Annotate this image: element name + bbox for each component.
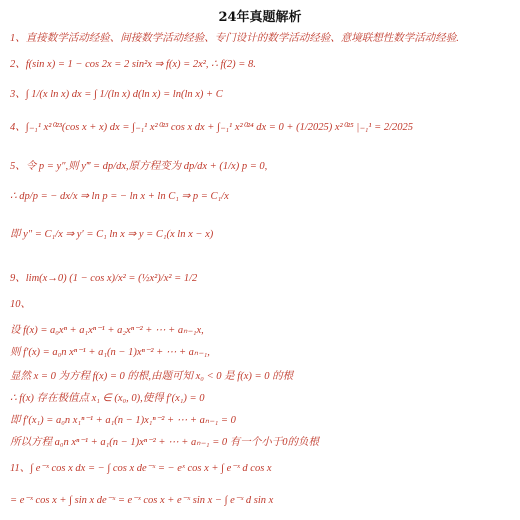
answer-line-7: 即 y″ = C₁/x ⇒ y′ = C₁ ln x ⇒ y = C₁(x ln x − x) — [10, 229, 214, 240]
answer-line-17: = e⁻ˣ cos x + ∫ sin x de⁻ˣ = e⁻ˣ cos x + e⁻ˣ sin x − ∫ e⁻ˣ d sin x — [10, 495, 274, 506]
answer-line-11: 则 f′(x) = a₀n xⁿ⁻¹ + a₁(n − 1)xⁿ⁻² + ⋯ + aₙ₋₁, — [10, 347, 210, 358]
answer-line-6: ∴ dp/p = − dx/x ⇒ ln p = − ln x + ln C₁ ⇒ p = C₁/x — [10, 191, 229, 202]
answer-line-2: 2、f(sin x) = 1 − cos 2x = 2 sin²x ⇒ f(x) = 2x², ∴ f(2) = 8. — [10, 59, 256, 70]
answer-line-1: 1、直接数学活动经验、间接数学活动经验、专门设计的数学活动经验、意境联想性数学活动经验. — [10, 33, 459, 44]
answer-line-15: 所以方程 a₀n xⁿ⁻¹ + a₁(n − 1)xⁿ⁻² + ⋯ + aₙ₋₁ = 0 有一个小于0的负根 — [10, 437, 320, 448]
answer-line-16: 11、∫ e⁻ˣ cos x dx = − ∫ cos x de⁻ˣ = − eˣ cos x + ∫ e⁻ˣ d cos x — [10, 463, 272, 474]
answer-line-5: 5、令 p = y″,则 y‴ = dp/dx,原方程变为 dp/dx + (1/x) p = 0, — [10, 161, 268, 172]
answer-line-3: 3、∫ 1/(x ln x) dx = ∫ 1/(ln x) d(ln x) = ln(ln x) + C — [10, 89, 223, 100]
page-title: 24年真题解析 — [218, 10, 302, 25]
answer-line-13: ∴ f(x) 存在极值点 x₁ ∈ (x₀, 0),使得 f′(x₁) = 0 — [10, 393, 205, 404]
answer-line-12: 显然 x = 0 为方程 f(x) = 0 的根,由题可知 x₀ < 0 是 f(x) = 0 的根 — [10, 371, 294, 382]
answer-line-10: 设 f(x) = a₀xⁿ + a₁xⁿ⁻¹ + a₂xⁿ⁻² + ⋯ + aₙ₋₁x, — [10, 325, 204, 336]
answer-line-4: 4、∫₋₁¹ x²⁰²³(cos x + x) dx = ∫₋₁¹ x²⁰²³ cos x dx + ∫₋₁¹ x²⁰²⁴ dx = 0 + (1/2025) x²⁰²⁵ |₋₁¹ = 2/2025 — [10, 122, 414, 133]
answer-line-14: 即 f′(x₁) = a₀n x₁ⁿ⁻¹ + a₁(n − 1)x₁ⁿ⁻² + ⋯ + aₙ₋₁ = 0 — [10, 415, 236, 426]
answer-line-8: 9、lim(x→0) (1 − cos x)/x² = (½x²)/x² = 1/2 — [10, 273, 198, 284]
answer-line-9: 10、 — [10, 299, 31, 310]
